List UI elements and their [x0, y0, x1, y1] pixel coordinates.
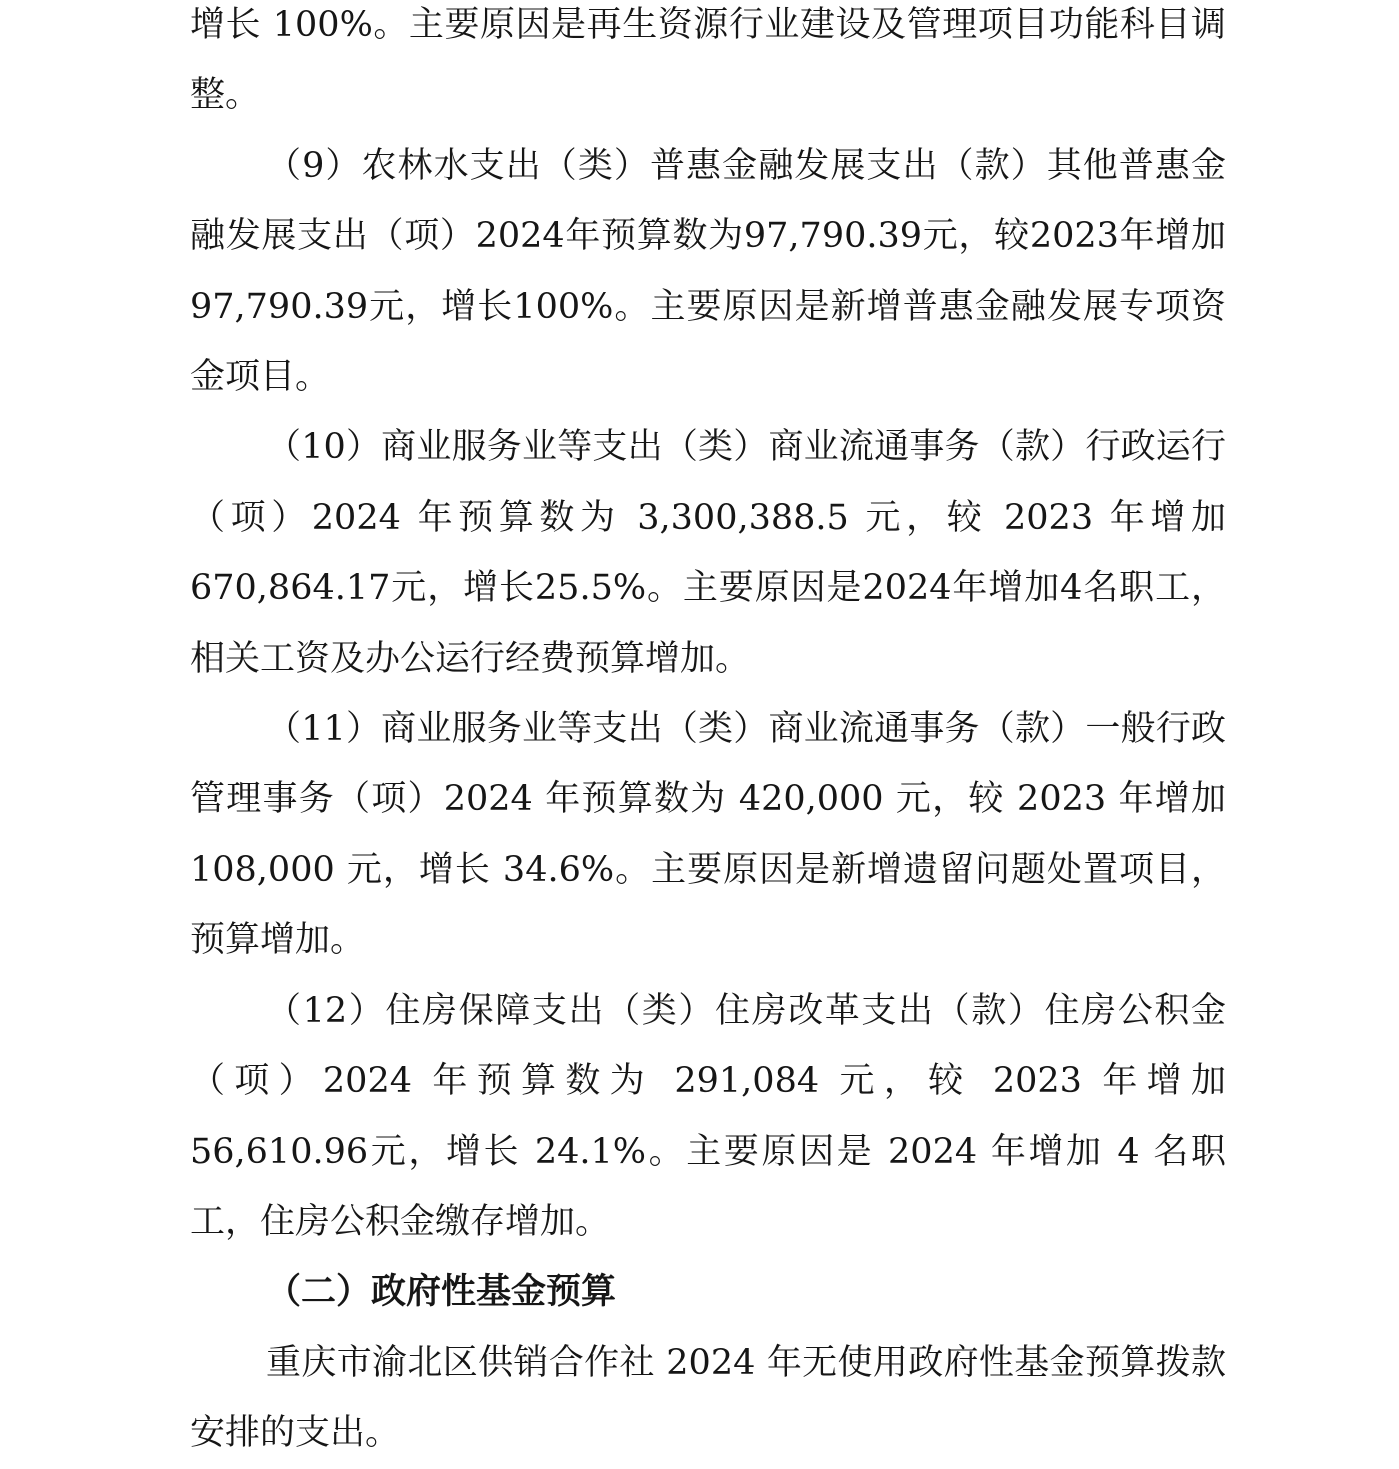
- paragraph-9: （9）农林水支出（类）普惠金融发展支出（款）其他普惠金融发展支出（项）2024年预算数为97,790.39元，较2023年增加97,790.39元，增长100%。主要原因是新增普惠金融发展专项资金项目。: [190, 145, 1226, 398]
- paragraph-government-fund: 重庆市渝北区供销合作社 2024 年无使用政府性基金预算拨款安排的支出。: [190, 1342, 1226, 1454]
- section-heading-government-fund-budget: （二）政府性基金预算: [266, 1271, 617, 1313]
- paragraph-12: （12）住房保障支出（类）住房改革支出（款）住房公积金（项）2024 年预算数为 291,084 元，较 2023 年增加 56,610.96元，增长 24.1%。主要原因是 2024 年增加 4 名职工，住房公积金缴存增加。: [190, 990, 1226, 1242]
- paragraph-11: （11）商业服务业等支出（类）商业流通事务（款）一般行政管理事务（项）2024 年预算数为 420,000 元，较 2023 年增加108,000 元，增长 34.6%。主要原因是新增遗留问题处置项目，预算增加。: [190, 709, 1226, 961]
- paragraph-10: （10）商业服务业等支出（类）商业流通事务（款）行政运行（项）2024 年预算数为 3,300,388.5 元，较 2023 年增加670,864.17元，增长25.5%。主要原因是2024年增加4名职工，相关工资及办公运行经费预算增加。: [190, 427, 1226, 679]
- paragraph-8-continuation: 增长 100%。主要原因是再生资源行业建设及管理项目功能科目调整。: [190, 5, 1226, 116]
- document-body: [190, 0, 1226, 1469]
